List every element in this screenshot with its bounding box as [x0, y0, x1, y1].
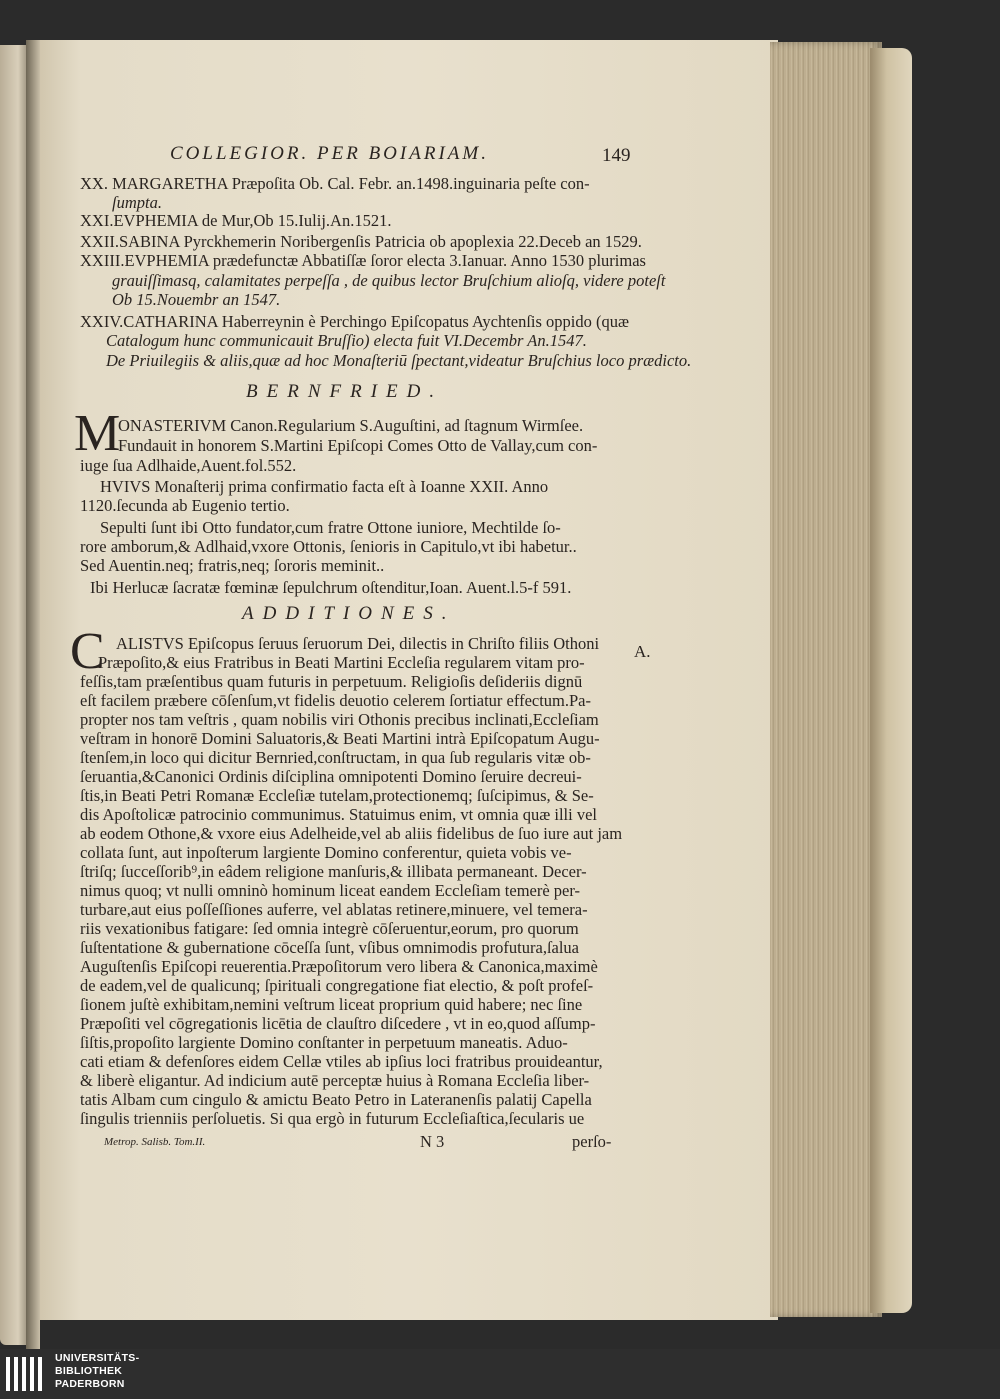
text-line: iuge ſua Adlhaide,Auent.fol.552.	[80, 456, 297, 475]
text-line: ſtenſem,in loco qui dicitur Bernried,conſtructam, in qua ſub regularis vitæ ob-	[80, 748, 591, 767]
text-line: de eadem,vel de qualicunq; ſpirituali congregatione fiat electio, & poſt profeſ-	[80, 976, 594, 995]
text-line: ab eodem Othone,& vxore eius Adelheide,vel ab aliis fidelibus de ſuo iure aut jam	[80, 824, 623, 843]
text-line: HVIVS Monaſterij prima confirmatio facta eſt à Ioanne XXII. Anno	[100, 477, 549, 496]
text-line: ONASTERIVM Canon.Regularium S.Auguſtini, ad ſtagnum Wirmſee.	[118, 416, 584, 435]
text-line: ſtis,in Beati Petri Romanæ Eccleſiæ tutelam,protectionemq; ſuſcipimus, & Se-	[80, 786, 594, 805]
entry-line: XX. MARGARETHA Præpoſita Ob. Cal. Febr. an.1498.inguinaria peſte con-	[80, 174, 590, 193]
text-line: tatis Albam cum cingulo & amictu Beato Petro in Lateranenſis palatij Capella	[80, 1090, 592, 1109]
text-line: ſuſtentatione & gubernatione cōceſſa ſunt, vſibus omnimodis profutura,ſalua	[80, 938, 580, 957]
entry-line: XXIII.EVPHEMIA prædefunctæ Abbatiſſæ ſoror electa 3.Ianuar. Anno 1530 plurimas	[80, 251, 646, 270]
text-line: feſſis,tam præſentibus quam futuris in perpetuum. Religioſis deſideriis dignū	[80, 672, 583, 691]
text-line: ſingulis trienniis perſoluetis. Si qua ergò in futurum Eccleſiaſtica,ſecularis ue	[80, 1109, 585, 1128]
text-line: eſt facilem præbere cōſenſum,vt fidelis deuotio celerem ſortiatur effectum.Pa-	[80, 691, 592, 710]
text-line: ALISTVS Epiſcopus ſeruus ſeruorum Dei, dilectis in Chriſto filiis Othoni	[116, 634, 600, 653]
text-line: ſionem juſtè exhibitam,nemini veſtrum liceat proprium quid habere; nec ſine	[80, 995, 583, 1014]
text-line: Præpoſiti vel cōgregationis licētia de clauſtro diſcedere , vt in eo,quod aſſump-	[80, 1014, 596, 1033]
catchword: perſo-	[572, 1132, 612, 1151]
initial-letter: M	[74, 405, 121, 462]
text-line: & liberè eligantur. Ad indicium autē perceptæ huius à Romana Eccleſia liber-	[80, 1071, 590, 1090]
text-line: Auguſtenſis Epiſcopi reuerentia.Præpoſitorum vero libera & Canonica,maximè	[80, 957, 598, 976]
text-line: ſiſtis,propoſito largiente Domino conſtanter in perpetuum maneatis. Aduo-	[80, 1033, 568, 1052]
library-logo-text	[55, 1352, 139, 1391]
book-gutter	[26, 40, 40, 1350]
section-title-additiones: ADDITIONES.	[242, 603, 456, 624]
text-line: Præpoſito,& eius Fratribus in Beati Martini Eccleſia regularem vitam pro-	[98, 653, 585, 672]
page-fore-edge	[770, 42, 882, 1317]
margin-mark: A.	[634, 642, 651, 661]
text-line: Fundauit in honorem S.Martini Epiſcopi Comes Otto de Vallay,cum con-	[118, 436, 598, 455]
entry-line: Ob 15.Nouembr an 1547.	[112, 290, 281, 309]
text-line: ſtriſq; ſucceſſorib⁹,in eâdem religione manſuris,& illibata permaneant. Decer-	[80, 862, 587, 881]
text-line: ſeruantia,&Canonici Ordinis diſciplina omnipotenti Domino ſeruire decreui-	[80, 767, 582, 786]
text-line: riis vexationibus fatigare: ſed omnia integrè cōſeruentur,eorum, pro quorum	[80, 919, 579, 938]
logo-line: UNIVERSITÄTS-	[55, 1352, 140, 1364]
book-edge	[870, 48, 912, 1313]
entry-line: De Priuilegiis & aliis,quæ ad hoc Monaſteriū ſpectant,videatur Bruſchius loco prædicto.	[106, 351, 692, 370]
logo-line: PADERBORN	[55, 1378, 125, 1390]
signature-note: Metrop. Salisb. Tom.II.	[104, 1136, 206, 1148]
text-line: nimus quoq; vt nulli omninò hominum liceat eandem Eccleſiam temerè per-	[80, 881, 581, 900]
entry-line: XXIV.CATHARINA Haberreynin è Perchingo Epiſcopatus Aychtenſis oppido (quæ	[80, 312, 630, 331]
logo-line: BIBLIOTHEK	[55, 1365, 123, 1377]
text-line: Ibi Herlucæ ſacratæ fœminæ ſepulchrum oſtenditur,Ioan. Auent.l.5-f 591.	[90, 578, 572, 597]
initial-letter: C	[70, 623, 105, 680]
running-title: COLLEGIOR. PER BOIARIAM.	[170, 143, 489, 164]
library-footer	[0, 1349, 1000, 1399]
text-line: turbare,aut eius poſſeſſiones auferre, vel ablatas retinere,minuere, vel temera-	[80, 900, 588, 919]
text-line: 1120.ſecunda ab Eugenio tertio.	[80, 496, 290, 515]
page-number: 149	[602, 145, 631, 166]
entry-line: XXII.SABINA Pyrckhemerin Noribergenſis Patricia ob apoplexia 22.Deceb an 1529.	[80, 232, 642, 251]
text-line: veſtram in honorē Domini Saluatoris,& Beati Martini intrà Epiſcopatum Augu-	[80, 729, 600, 748]
library-logo-icon	[6, 1357, 48, 1393]
text-line: propter nos tam veſtris , quam nobilis viri Othonis precibus inclinati,Eccleſiam	[80, 710, 599, 729]
text-line: rore amborum,& Adlhaid,vxore Ottonis, ſenioris in Capitulo,vt ibi habetur..	[80, 537, 577, 556]
entry-line: XXI.EVPHEMIA de Mur,Ob 15.Iulij.An.1521.	[80, 211, 392, 230]
entry-line: Catalogum hunc communicauit Bruſſio) electa fuit VI.Decembr An.1547.	[106, 331, 587, 350]
text-line: cati etiam & defenſores eidem Cellæ vtiles ab ipſius loci fratribus prouideantur,	[80, 1052, 603, 1071]
entry-line: grauiſſimasq, calamitates perpeſſa , de quibus lector Bruſchium alioſq, videre poteſt	[112, 271, 666, 290]
text-line: Sed Auentin.neq; fratris,neq; ſororis meminit..	[80, 556, 385, 575]
text-line: Sepulti ſunt ibi Otto fundator,cum fratre Ottone iuniore, Mechtilde ſo-	[100, 518, 561, 537]
text-line: collata ſunt, aut inpoſterum largiente Domino conferentur, quieta vobis ve-	[80, 843, 572, 862]
entry-line: ſumpta.	[112, 193, 162, 212]
text-line: dis Apoſtolicæ patrocinio communimus. Statuimus enim, vt omnia quæ illi vel	[80, 805, 597, 824]
signature-mark: N 3	[420, 1132, 445, 1151]
section-title-bernfried: BERNFRIED.	[246, 381, 444, 402]
